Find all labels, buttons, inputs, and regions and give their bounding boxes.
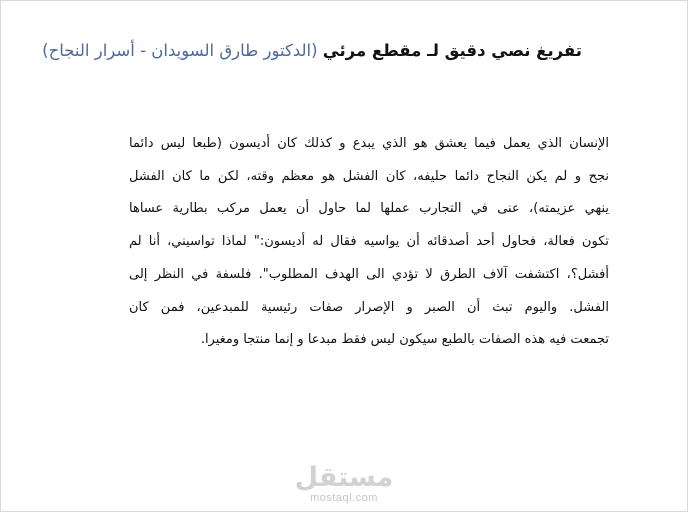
watermark-logo-text: مستقل	[294, 462, 394, 493]
heading-title: تفريغ نصي دقيق لـ مقطع مرئي	[322, 41, 582, 60]
transcript-body	[129, 128, 609, 357]
heading-source: (الدكتور طارق السويدان - أسرار النجاح)	[42, 41, 318, 60]
transcript-line-1: الإنسان الذي يعمل فيما يعشق هو الذي يبدع و كذلك كان أديسون (طبعا ليس دائما	[129, 136, 609, 151]
transcript-line-4: تكون فعالة، فحاول أحد أصدقائه أن يواسيه فقال له أديسون:" لماذا تواسيني، أنا لم	[129, 234, 609, 250]
watermark-domain: mostaql.com	[310, 492, 378, 504]
transcript-line-5: أفشل؟، اكتشفت آلاف الطرق لا تؤدي الى الهدف المطلوب". فلسفة في النظر إلى	[129, 266, 609, 282]
transcript-line-6: الفشل. واليوم تبث أن الصبر و الإصرار صفات رئيسية للمبدعين، فمن كان	[129, 299, 609, 315]
transcript-line-7: تجمعت فيه هذه الصفات بالطبع سيكون ليس فقط مبدعا و إنما منتجا ومغيرا.	[200, 332, 609, 348]
transcript-line-3: ينهي عزيمته)، عنى في التجارب عملها لما حاول أن يعمل مركب بطارية عساها	[129, 201, 609, 217]
document-heading	[42, 41, 582, 60]
transcript-line-2: نجح و لم يكن النجاح دائما حليفه، كان الفشل هو معظم وقته، لكن ما كان الفشل	[129, 168, 609, 184]
mostaql-watermark	[294, 464, 394, 505]
